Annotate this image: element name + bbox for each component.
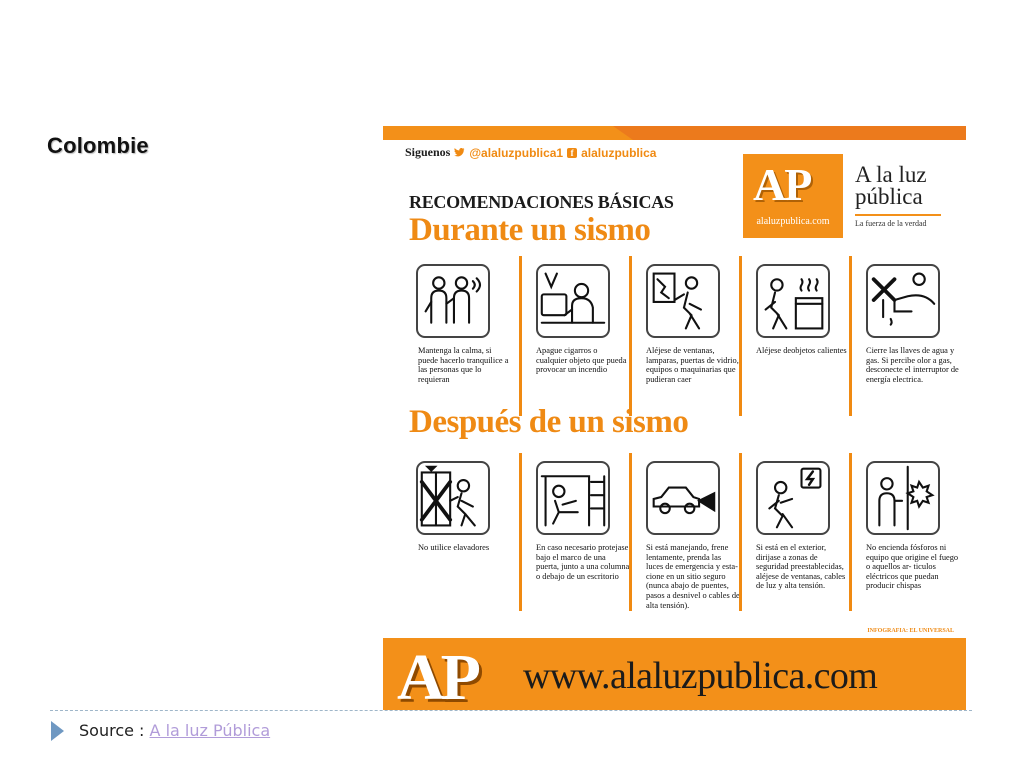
list-item bbox=[519, 256, 629, 416]
list-item bbox=[739, 453, 849, 611]
close-valves-icon bbox=[866, 264, 940, 338]
hot-objects-icon bbox=[756, 264, 830, 338]
item-caption: Si está manejando, frene lentamente, prenda las luces de emergencia y esta- cione en un sitio seguro (nunca abajo de puentes, pasos a desnivel o cables de alta tensión). bbox=[646, 543, 740, 610]
brand-divider bbox=[855, 214, 941, 216]
section-title-durante: Durante un sismo bbox=[409, 212, 651, 248]
car-stop-icon bbox=[646, 461, 720, 535]
list-item bbox=[409, 256, 519, 416]
brand-name: A la luz pública bbox=[855, 162, 927, 209]
item-caption: Aléjese deobjetos calientes bbox=[756, 346, 847, 355]
ap-logo-site: alaluzpublica.com bbox=[756, 216, 830, 227]
footer-ap-logo: AP bbox=[397, 641, 477, 714]
play-arrow-icon bbox=[51, 721, 64, 741]
ap-logo-text: AP bbox=[753, 159, 811, 210]
facebook-icon: f bbox=[567, 148, 577, 158]
despues-row bbox=[409, 453, 959, 611]
list-item bbox=[629, 256, 739, 416]
top-orange-band bbox=[383, 126, 966, 140]
social-follow bbox=[405, 145, 656, 160]
item-caption: No utilice elavadores bbox=[418, 543, 490, 552]
recommendations-heading: RECOMENDACIONES BÁSICAS bbox=[409, 192, 674, 212]
footer-divider bbox=[50, 710, 972, 711]
calm-people-icon bbox=[416, 264, 490, 338]
infographic-credit: INFOGRAFIA: EL UNIVERSAL bbox=[867, 628, 954, 634]
list-item bbox=[629, 453, 739, 611]
item-caption: Cierre las llaves de agua y gas. Si percibe olor a gas, desconecte el interruptor de energía electrica. bbox=[866, 346, 959, 384]
section-title-despues: Después de un sismo bbox=[409, 404, 689, 440]
item-caption: Aléjese de ventanas, lamparas, puertas de vidrio, equipos o maquinarias que pudieran caer bbox=[646, 346, 739, 384]
item-caption: Apague cigarros o cualquier objeto que pueda provocar un incendio bbox=[536, 346, 627, 375]
footer-url: www.alaluzpublica.com bbox=[523, 655, 878, 697]
twitter-icon bbox=[454, 148, 465, 157]
away-from-windows-icon bbox=[646, 264, 720, 338]
source-label: Source : bbox=[79, 721, 145, 740]
bottom-banner bbox=[383, 638, 966, 714]
list-item bbox=[849, 256, 959, 416]
item-caption: No encienda fósforos ni equipo que origine el fuego o aquellos ar- ticulos eléctricos que puedan producir chispas bbox=[866, 543, 959, 591]
item-caption: Si está en el exterior, dirijase a zonas de seguridad preestablecidas, aléjese de ventanas, cables de luz y alta tensión. bbox=[756, 543, 846, 591]
no-fire-icon bbox=[866, 461, 940, 535]
shelter-desk-icon bbox=[536, 461, 610, 535]
facebook-handle: alaluzpublica bbox=[581, 145, 657, 160]
slide-title: Colombie bbox=[47, 133, 149, 158]
list-item bbox=[519, 453, 629, 611]
list-item bbox=[849, 453, 959, 611]
item-caption: En caso necesario protejase bajo el marco de una puerta, junto a una columna o debajo de un escritorio bbox=[536, 543, 630, 581]
follow-label: Siguenos bbox=[405, 145, 451, 159]
list-item bbox=[409, 453, 519, 611]
no-elevator-icon bbox=[416, 461, 490, 535]
brand-tagline: La fuerza de la verdad bbox=[855, 219, 927, 228]
infographic bbox=[383, 126, 966, 714]
list-item bbox=[739, 256, 849, 416]
safe-zone-icon bbox=[756, 461, 830, 535]
no-cigarette-icon bbox=[536, 264, 610, 338]
twitter-handle: @alaluzpublica1 bbox=[469, 145, 564, 160]
durante-row bbox=[409, 256, 959, 416]
source-link[interactable]: A la luz Pública bbox=[149, 721, 271, 740]
ap-logo bbox=[743, 154, 843, 238]
item-caption: Mantenga la calma, si puede hacerlo tranquilice a las personas que lo requieran bbox=[418, 346, 509, 384]
source-line bbox=[79, 721, 270, 740]
